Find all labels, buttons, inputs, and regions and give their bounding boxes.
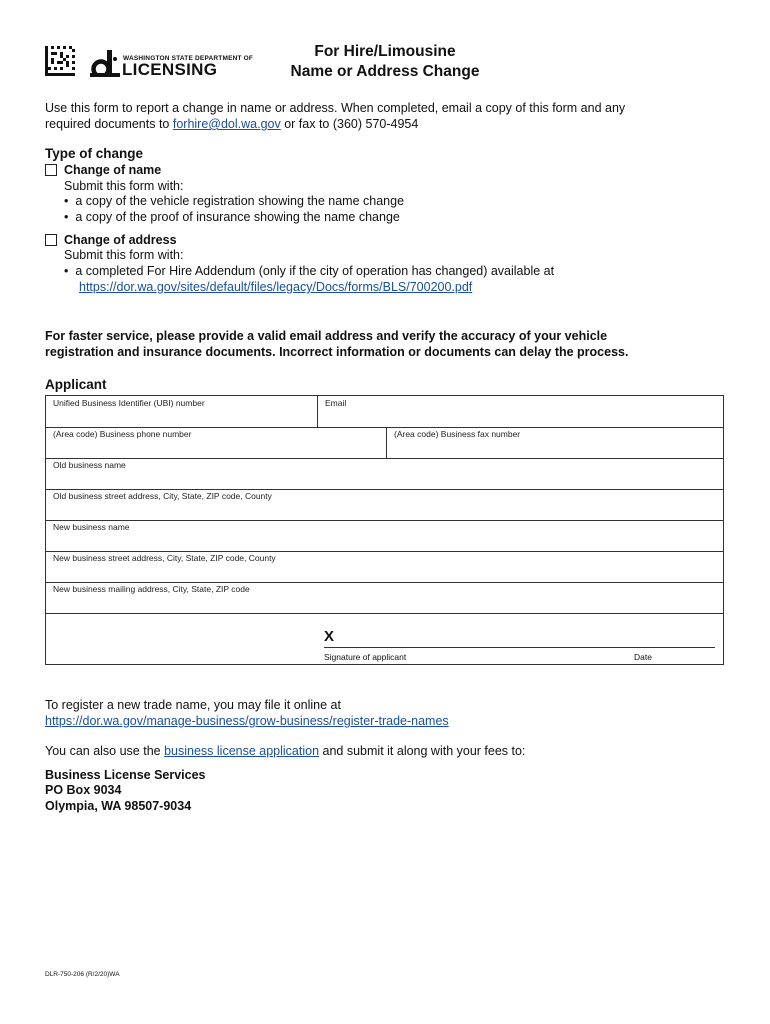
signature-area[interactable]: [46, 614, 723, 664]
address-line2: PO Box 9034: [45, 783, 122, 797]
faster-service-line1: For faster service, please provide a valid email address and verify the accuracy of your vehicle: [45, 329, 608, 343]
addendum-form-link[interactable]: https://dor.wa.gov/sites/default/files/legacy/Docs/forms/BLS/700200.pdf: [79, 280, 473, 294]
date-label: Date: [634, 652, 652, 662]
old-name-label: Old business name: [53, 460, 126, 470]
bullet: •: [64, 264, 69, 278]
department-line: WASHINGTON STATE DEPARTMENT OF: [123, 55, 254, 62]
fax-label: (Area code) Business fax number: [394, 429, 521, 439]
form-number: DLR-750-206 (R/2/20)WA: [45, 971, 120, 978]
intro-line2-before: required documents to: [45, 117, 173, 131]
faster-service-line2: registration and insurance documents. Incorrect information or documents can delay the process.: [45, 345, 629, 359]
address-item-addendum: [64, 263, 554, 279]
dol-logo-icon: [90, 50, 120, 77]
fax-field[interactable]: [386, 427, 723, 458]
old-name-field[interactable]: [46, 458, 723, 490]
applicant-form-table: [45, 395, 724, 665]
intro-line2: [45, 116, 418, 132]
trade-name-link[interactable]: https://dor.wa.gov/manage-business/grow-business/register-trade-names: [45, 714, 449, 728]
form-title-line2: Name or Address Change: [290, 63, 480, 80]
datamatrix-barcode: [45, 46, 75, 76]
address-item-text: a completed For Hire Addendum (only if the city of operation has changed) available at: [75, 264, 555, 278]
ubi-label: Unified Business Identifier (UBI) number: [53, 398, 205, 408]
bullet: •: [64, 210, 69, 224]
forhire-email-link[interactable]: forhire@dol.wa.gov: [172, 117, 281, 131]
new-address-label: New business street address, City, State, ZIP code, County: [53, 553, 276, 563]
new-address-field[interactable]: [46, 551, 723, 583]
old-address-label: Old business street address, City, State, ZIP code, County: [53, 491, 272, 501]
name-item-insurance: [64, 209, 400, 225]
business-license-application-link[interactable]: business license application: [164, 744, 320, 758]
change-of-address-checkbox[interactable]: [45, 234, 57, 246]
new-mailing-field[interactable]: [46, 582, 723, 614]
table-row: [46, 427, 723, 459]
form-title-line1: For Hire/Limousine: [314, 43, 456, 60]
new-mailing-label: New business mailing address, City, State, ZIP code: [53, 584, 250, 594]
trade-name-line1: To register a new trade name, you may file it online at: [45, 698, 341, 712]
name-submit-with: Submit this form with:: [64, 179, 184, 193]
change-of-name-checkbox[interactable]: [45, 164, 57, 176]
change-of-name-label: Change of name: [64, 163, 162, 177]
name-item-text: a copy of the proof of insurance showing the name change: [75, 210, 400, 224]
name-item-registration: [64, 193, 404, 209]
new-name-field[interactable]: [46, 520, 723, 552]
change-of-address-label: Change of address: [64, 233, 177, 247]
ubi-field[interactable]: [46, 396, 316, 427]
business-license-before: You can also use the: [45, 744, 165, 758]
new-name-label: New business name: [53, 522, 130, 532]
table-row: [46, 396, 723, 428]
name-item-text: a copy of the vehicle registration showing the name change: [75, 194, 405, 208]
bullet: •: [64, 194, 69, 208]
address-line3: Olympia, WA 98507-9034: [45, 799, 192, 813]
email-field[interactable]: [317, 396, 723, 427]
business-license-line: [45, 743, 525, 759]
signature-line: [324, 647, 715, 648]
agency-logo-text: LICENSING: [122, 60, 218, 79]
type-of-change-heading: Type of change: [45, 146, 144, 161]
phone-field[interactable]: [46, 427, 385, 458]
intro-line1: Use this form to report a change in name or address. When completed, email a copy of this form and any: [45, 101, 626, 115]
business-license-after: and submit it along with your fees to:: [319, 744, 526, 758]
signature-x-mark: X: [324, 628, 335, 645]
applicant-heading: Applicant: [45, 377, 107, 392]
phone-label: (Area code) Business phone number: [53, 429, 192, 439]
address-submit-with: Submit this form with:: [64, 248, 184, 262]
email-label: Email: [325, 398, 347, 408]
old-address-field[interactable]: [46, 489, 723, 521]
intro-line2-after: or fax to (360) 570-4954: [280, 117, 419, 131]
address-line1: Business License Services: [45, 768, 206, 782]
signature-label: Signature of applicant: [324, 652, 407, 662]
